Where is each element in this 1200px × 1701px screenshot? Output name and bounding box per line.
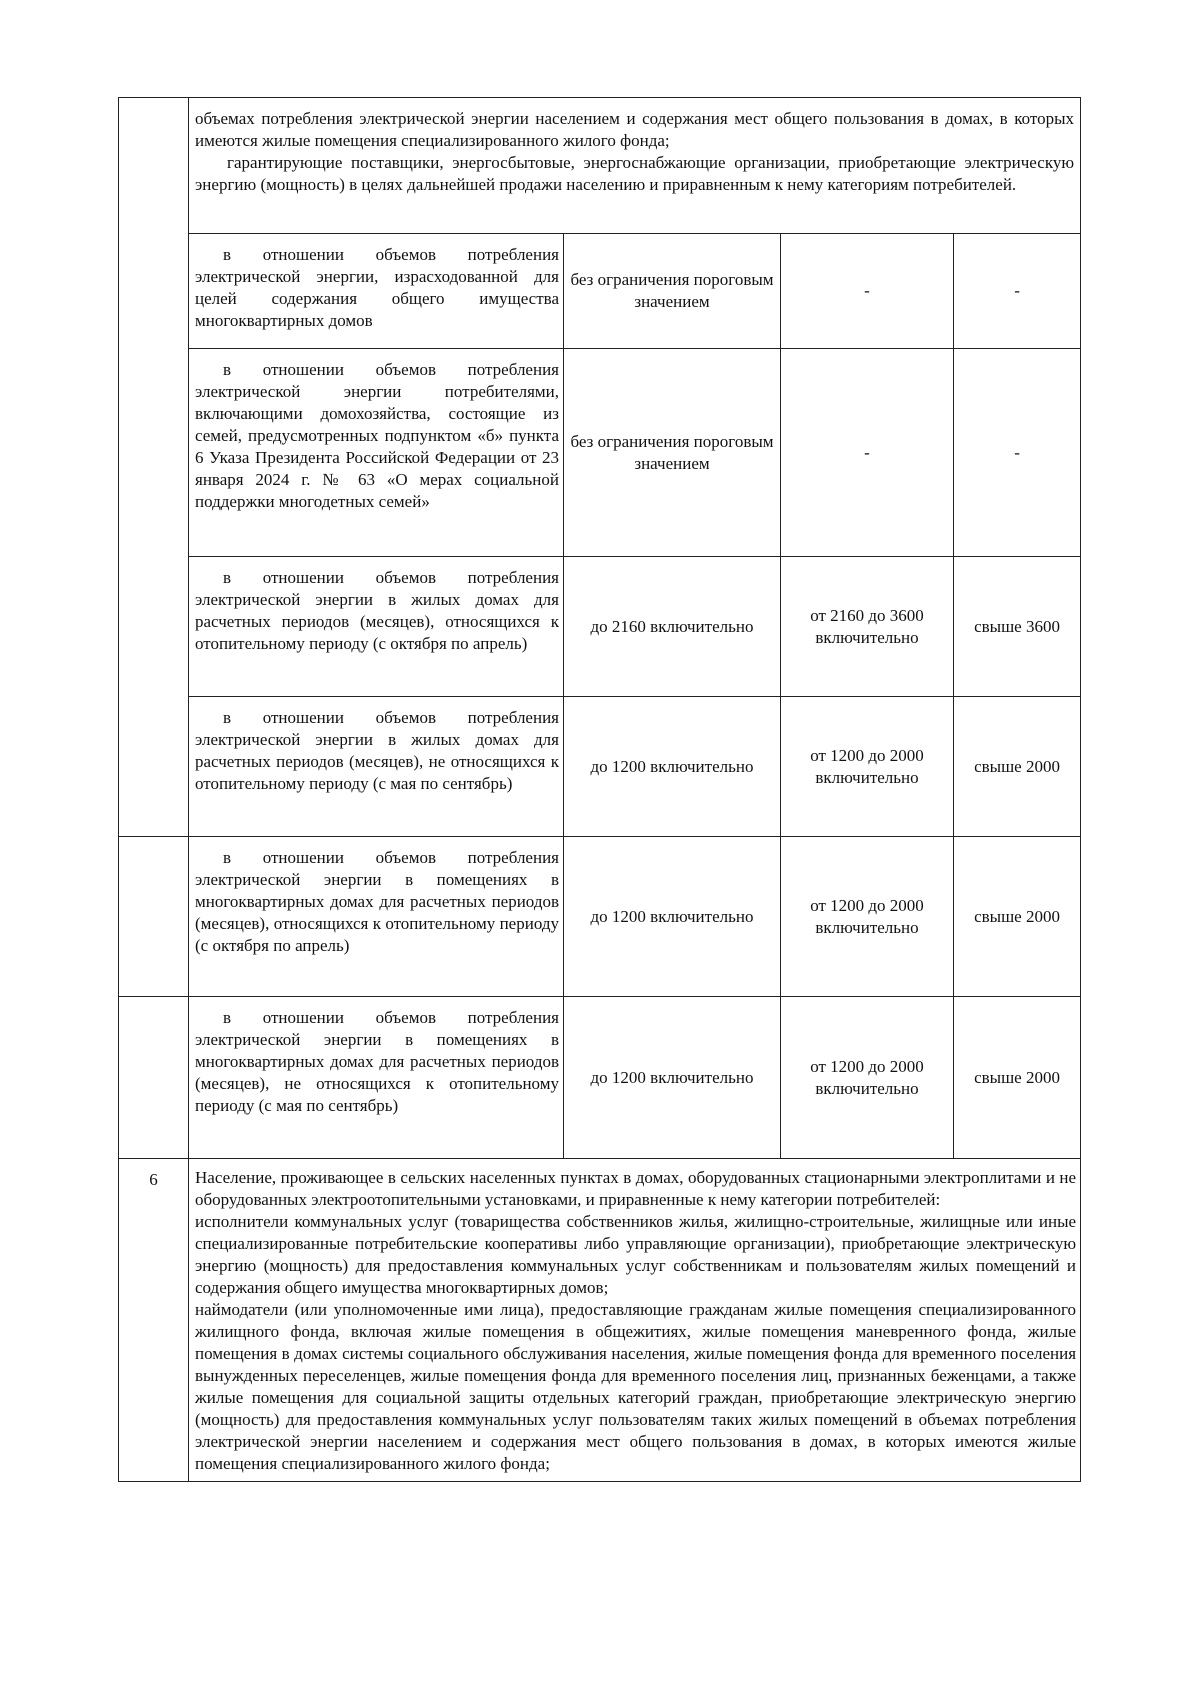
threshold-range-1: до 1200 включительно bbox=[590, 1067, 754, 1087]
tariff-table bbox=[118, 97, 1081, 1482]
threshold-range-2: - bbox=[864, 281, 870, 300]
row-number-cell bbox=[119, 98, 189, 837]
category-text bbox=[189, 1159, 1081, 1482]
table-row bbox=[119, 557, 1081, 697]
consumption-category: в отношении объемов потребления электрической энергии в жилых домах для расчетных периодов (месяцев), относящихся к отопительному периоду (с октября по апрель) bbox=[195, 568, 559, 653]
threshold-range-3: свыше 2000 bbox=[974, 1067, 1060, 1087]
row-number-cell bbox=[119, 997, 189, 1159]
threshold-range-2: - bbox=[864, 442, 870, 462]
paragraph: Население, проживающее в сельских населенных пунктах в домах, оборудованных стационарными электроплитами и не оборудованных электроотопительными установками, и приравненные к нему категории потребителей: bbox=[195, 1168, 1077, 1209]
continuation-text bbox=[189, 98, 1081, 234]
threshold-range-1: без ограничения пороговым значением bbox=[570, 431, 774, 473]
consumption-category: в отношении объемов потребления электрической энергии, израсходованной для целей содержания общего имущества многоквартирных домов bbox=[195, 245, 559, 330]
threshold-range-2: от 1200 до 2000 включительно bbox=[810, 895, 924, 937]
paragraph: наймодатели (или уполномоченные ими лица), предоставляющие гражданам жилые помещения специализированного жилищного фонда, включая жилые помещения в общежитиях, жилые помещения маневренного фонда, жилые помещения в домах системы социального обслуживания населения, жилые помещения фонда для временного поселения вынужденных переселенцев, жилые помещения фонда для временного поселения лиц, признанных беженцами, а также жилые помещения для социальной защиты отдельных категорий граждан, приобретающие электрическую энергию (мощность) для предоставления коммунальных услуг пользователям таких жилых помещений в объемах потребления электрической энергии населением и содержания мест общего пользования в домах, в которых имеются жилые помещения специализированного жилого фонда; bbox=[195, 1300, 1077, 1473]
table-row bbox=[119, 349, 1081, 557]
threshold-range-2: от 1200 до 2000 включительно bbox=[810, 1056, 924, 1098]
threshold-range-3: свыше 2000 bbox=[974, 756, 1060, 776]
threshold-range-3: свыше 3600 bbox=[974, 616, 1060, 636]
consumption-category: в отношении объемов потребления электрической энергии в жилых домах для расчетных периодов (месяцев), не относящихся к отопительному периоду (с мая по сентябрь) bbox=[195, 708, 559, 793]
row-number-cell: 6 bbox=[119, 1159, 189, 1482]
row-number-cell bbox=[119, 837, 189, 997]
threshold-range-1: без ограничения пороговым значением bbox=[570, 270, 774, 311]
threshold-range-1: до 2160 включительно bbox=[590, 616, 754, 636]
table-row bbox=[119, 697, 1081, 837]
paragraph: исполнители коммунальных услуг (товарищества собственников жилья, жилищно-строительные, жилищные или иные специализированные потребительские кооперативы либо управляющие организации), приобретающие электрическую энергию (мощность) для предоставления коммунальных услуг собственникам и пользователям жилых помещений и содержания общего имущества многоквартирных домов; bbox=[195, 1212, 1077, 1297]
table-row bbox=[119, 234, 1081, 349]
threshold-range-3: - bbox=[1014, 281, 1020, 300]
consumption-category: в отношении объемов потребления электрической энергии потребителями, включающими домохозяйства, состоящие из семей, предусмотренных подпунктом «б» пункта 6 Указа Президента Российской Федерации от 23 января 2024 г. № 63 «О мерах социальной поддержки многодетных семей» bbox=[195, 360, 559, 511]
threshold-range-1: до 1200 включительно bbox=[590, 906, 754, 926]
consumption-category: в отношении объемов потребления электрической энергии в помещениях в многоквартирных домах для расчетных периодов (месяцев), не относящихся к отопительному периоду (с мая по сентябрь) bbox=[195, 1008, 559, 1115]
table-row bbox=[119, 997, 1081, 1159]
paragraph: гарантирующие поставщики, энергосбытовые, энергоснабжающие организации, приобретающие электрическую энергию (мощность) в целях дальнейшей продажи населению и приравненным к нему категориям потребителей. bbox=[195, 153, 1075, 194]
threshold-range-2: от 2160 до 3600 включительно bbox=[810, 605, 924, 647]
table-row-header bbox=[119, 98, 1081, 234]
threshold-range-3: свыше 2000 bbox=[974, 906, 1060, 926]
table-row-final bbox=[119, 1159, 1081, 1482]
paragraph: объемах потребления электрической энергии населением и содержания мест общего пользования в домах, в которых имеются жилые помещения специализированного жилого фонда; bbox=[195, 109, 1075, 150]
consumption-category: в отношении объемов потребления электрической энергии в помещениях в многоквартирных домах для расчетных периодов (месяцев), относящихся к отопительному периоду (с октября по апрель) bbox=[195, 848, 559, 955]
threshold-range-1: до 1200 включительно bbox=[590, 756, 754, 776]
threshold-range-2: от 1200 до 2000 включительно bbox=[810, 745, 924, 787]
table-row bbox=[119, 837, 1081, 997]
threshold-range-3: - bbox=[1014, 442, 1020, 462]
